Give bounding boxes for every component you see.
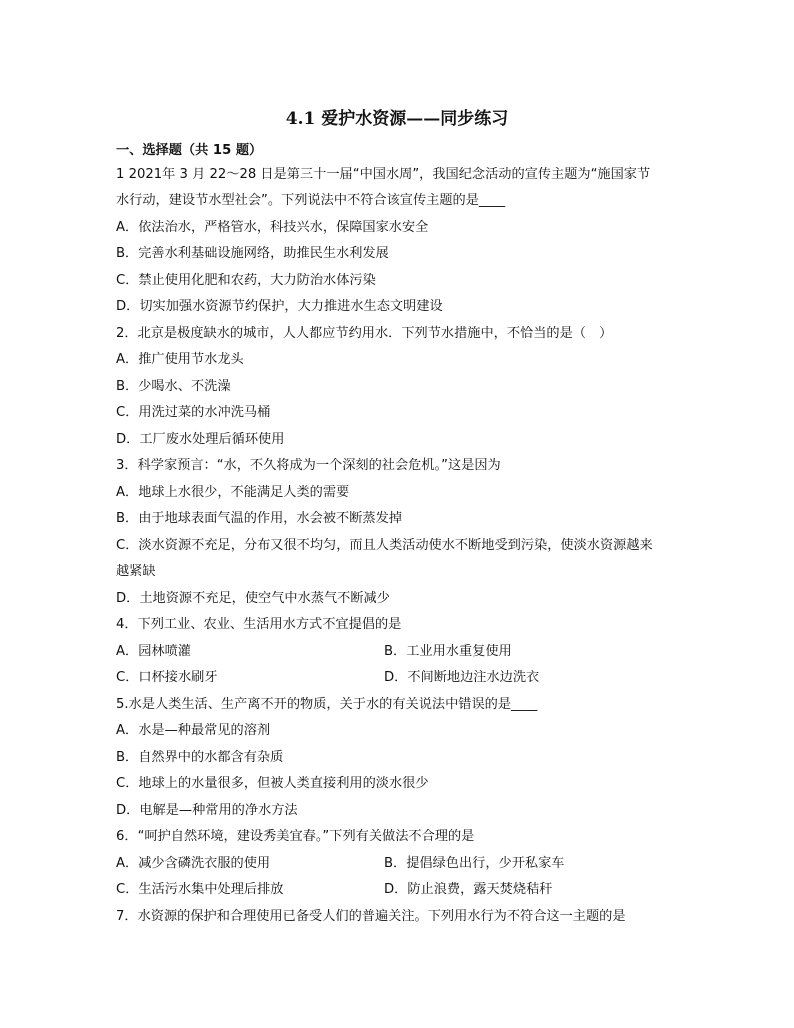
q5-option-b: B．自然界中的水都含有杂质 xyxy=(116,750,284,765)
q2-stem: 2．北京是极度缺水的城市，人人都应节约用水．下列节水措施中，不恰当的是（ ） xyxy=(116,326,613,341)
q5-option-c: C．地球上的水量很多，但被人类直接利用的淡水很少 xyxy=(116,776,429,791)
document-title: 4.1 爱护水资源——同步练习 xyxy=(285,109,509,129)
q3-option-b: B．由于地球表面气温的作用，水会被不断蒸发掉 xyxy=(116,511,402,526)
q3-option-c-line1: C．淡水资源不充足，分布又很不均匀，而且人类活动使水不断地受到污染，使淡水资源越来 xyxy=(116,538,653,553)
q4-option-b: B．工业用水重复使用 xyxy=(384,644,512,659)
q1-option-b: B．完善水利基础设施网络，助推民生水利发展 xyxy=(116,246,389,261)
q3-option-d: D．土地资源不充足，使空气中水蒸气不断减少 xyxy=(116,591,390,606)
q3-stem: 3．科学家预言：“水，不久将成为一个深刻的社会危机。”这是因为 xyxy=(116,458,501,473)
q4-option-c: C．口杯接水刷牙 xyxy=(116,670,218,685)
q7-stem: 7．水资源的保护和合理使用已备受人们的普遍关注。下列用水行为不符合这一主题的是 xyxy=(116,909,626,924)
section-heading: 一、选择题（共 15 题） xyxy=(116,143,263,158)
q2-option-b: B．少喝水、不洗澡 xyxy=(116,379,231,394)
q1-option-a: A．依法治水，严格管水，科技兴水，保障国家水安全 xyxy=(116,220,429,235)
q1-option-c: C．禁止使用化肥和农药，大力防治水体污染 xyxy=(116,273,376,288)
q2-option-a: A．推广使用节水龙头 xyxy=(116,352,244,367)
q6-option-d: D．防止浪费，露天焚烧秸秆 xyxy=(384,882,553,897)
q4-stem: 4．下列工业、农业、生活用水方式不宜提倡的是 xyxy=(116,617,402,632)
q3-option-a: A．地球上水很少，不能满足人类的需要 xyxy=(116,485,350,500)
q5-option-d: D．电解是—种常用的净水方法 xyxy=(116,803,298,818)
q3-option-c-line2: 越紧缺 xyxy=(116,564,156,579)
q4-option-d: D．不间断地边注水边洗衣 xyxy=(384,670,540,685)
q6-stem: 6．“呵护自然环境，建设秀美宜春。”下列有关做法不合理的是 xyxy=(116,829,475,844)
q6-option-a: A．减少含磷洗衣服的使用 xyxy=(116,856,271,871)
q6-option-c: C．生活污水集中处理后排放 xyxy=(116,882,284,897)
q1-option-d: D．切实加强水资源节约保护，大力推进水生态文明建设 xyxy=(116,299,443,314)
q5-option-a: A．水是—种最常见的溶剂 xyxy=(116,723,271,738)
q1-stem-line2: 水行动，建设节水型社会”。下列说法中不符合该宣传主题的是____ xyxy=(116,193,506,208)
q6-option-b: B．提倡绿色出行，少开私家车 xyxy=(384,856,565,871)
q4-option-a: A．园林喷灌 xyxy=(116,644,191,659)
q2-option-d: D．工厂废水处理后循环使用 xyxy=(116,432,285,447)
q2-option-c: C．用洗过菜的水冲洗马桶 xyxy=(116,405,271,420)
q1-stem-line1: 1 2021年 3 月 22～28 日是第三十一届“中国水周”，我国纪念活动的宣传主题为“施国家节 xyxy=(116,167,651,182)
q5-stem: 5.水是人类生活、生产离不开的物质，关于水的有关说法中错误的是____ xyxy=(116,697,538,712)
